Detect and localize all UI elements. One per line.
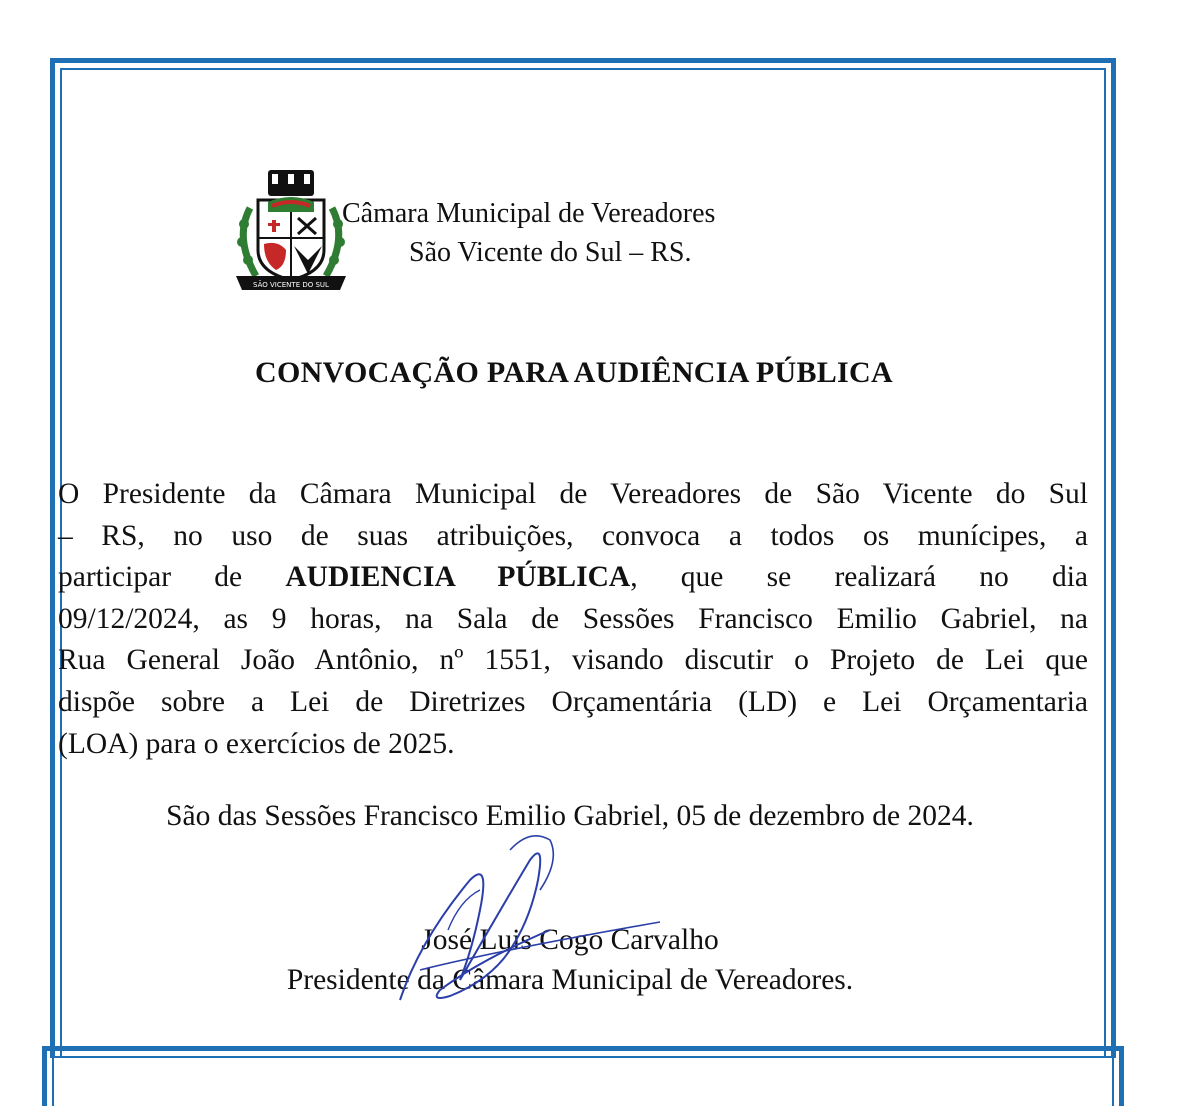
body-line-4: 09/12/2024, as 9 horas, na Sala de Sessões Francisco Emilio Gabriel, na	[58, 602, 1088, 635]
signer-role: Presidente da Câmara Municipal de Vereadores.	[286, 964, 854, 996]
header-institution: Câmara Municipal de Vereadores	[342, 198, 716, 229]
body-line-7: (LOA) para o exercícios de 2025.	[58, 727, 455, 760]
body-line-6: dispõe sobre a Lei de Diretrizes Orçamentária (LD) e Lei Orçamentaria	[58, 685, 1088, 718]
body-line-1: O Presidente da Câmara Municipal de Vereadores de São Vicente do Sul	[58, 478, 1088, 510]
signer-name: José Luis Cogo Carvalho	[421, 924, 719, 956]
crest-ribbon-text: SÃO VICENTE DO SUL	[253, 281, 329, 289]
body-paragraph	[58, 474, 1088, 765]
event-name: AUDIENCIA PÚBLICA	[285, 561, 631, 594]
body-line-3-pre: participar de	[58, 561, 286, 594]
body-line-2: – RS, no uso de suas atribuições, convoca a todos os munícipes, a	[58, 519, 1088, 552]
body-line-3	[58, 557, 1088, 599]
body-line-3-post: , que se realizará no dia	[630, 561, 1088, 594]
document-title: CONVOCAÇÃO PARA AUDIÊNCIA PÚBLICA	[255, 356, 893, 389]
closing-date-line: São das Sessões Francisco Emilio Gabriel, 05 de dezembro de 2024.	[166, 800, 974, 832]
municipal-crest-icon	[228, 168, 354, 294]
header-location: São Vicente do Sul – RS.	[409, 237, 692, 268]
body-line-5: Rua General João Antônio, nº 1551, visando discutir o Projeto de Lei que	[58, 644, 1088, 677]
next-page-border-inner	[52, 1056, 1114, 1106]
